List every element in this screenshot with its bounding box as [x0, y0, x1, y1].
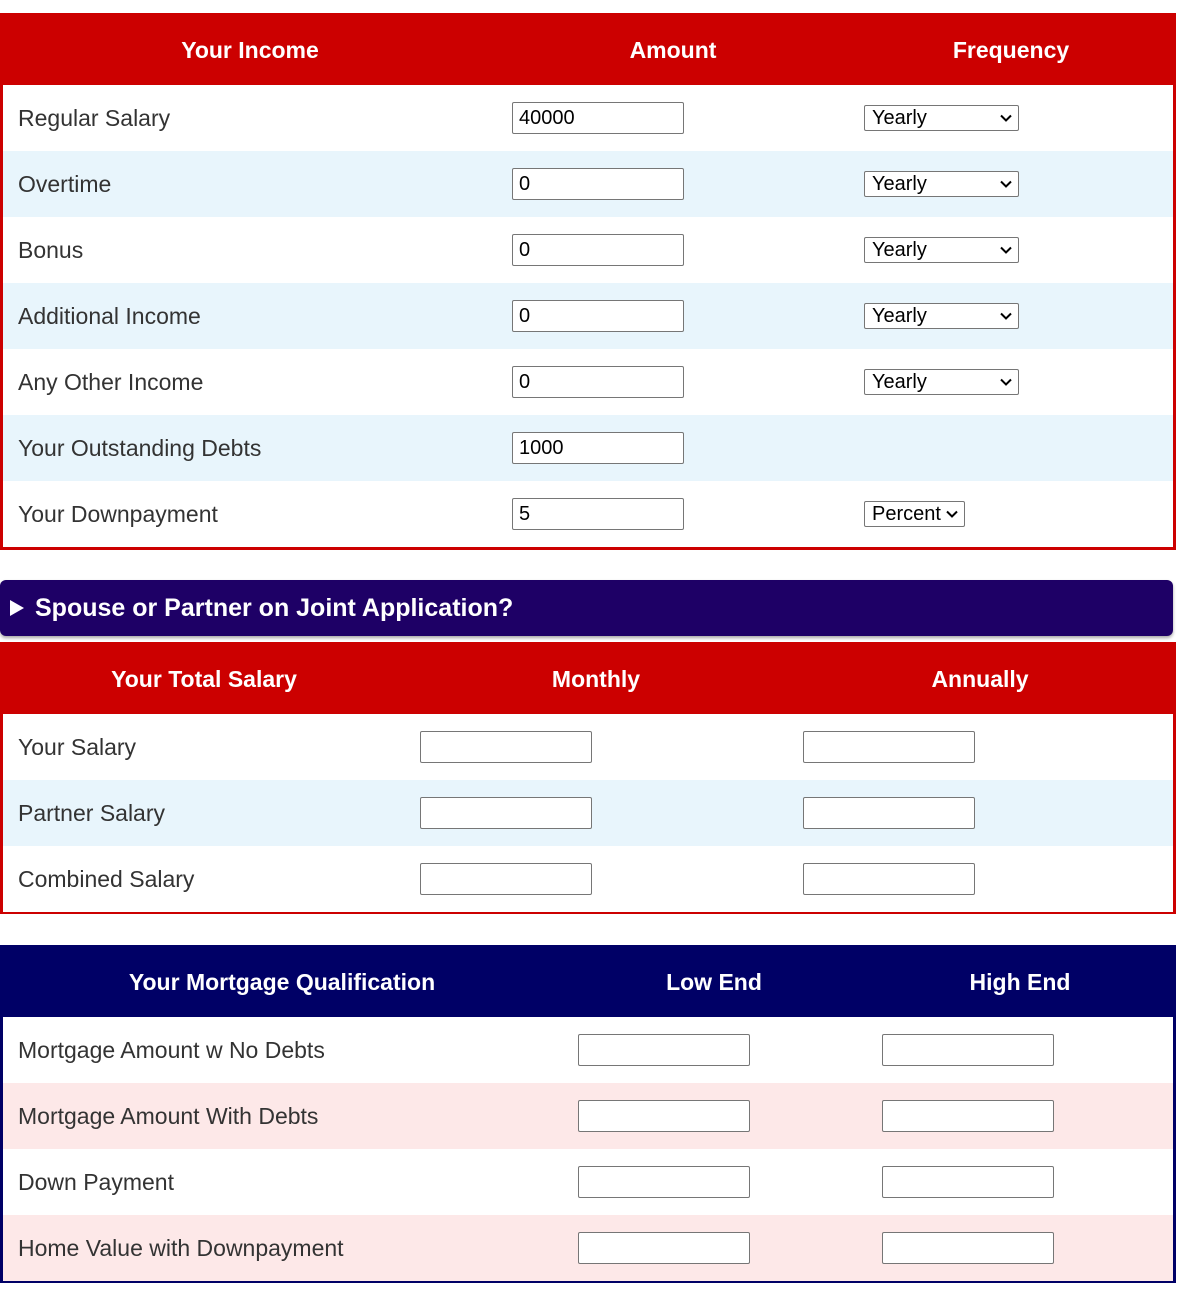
mortgage-no-debts-low-output[interactable] [578, 1034, 750, 1066]
chevron-down-icon [999, 375, 1013, 389]
downpayment-input[interactable] [512, 498, 684, 530]
income-row-bonus [3, 217, 1173, 283]
income-row-regular-salary [3, 85, 1173, 151]
downpayment-label: Your Downpayment [18, 501, 218, 527]
salary-row-combined-salary [3, 846, 1173, 912]
chevron-down-icon [945, 507, 959, 521]
amount-header: Amount [629, 37, 717, 63]
combined-salary-label: Combined Salary [18, 866, 195, 892]
combined-salary-monthly-output[interactable] [420, 863, 592, 895]
down-payment-high-output[interactable] [882, 1166, 1054, 1198]
outstanding-debts-label: Your Outstanding Debts [18, 435, 262, 461]
mortgage-no-debts-label: Mortgage Amount w No Debts [18, 1037, 325, 1063]
additional-income-frequency-select[interactable] [864, 303, 1019, 329]
home-value-label: Home Value with Downpayment [18, 1235, 344, 1261]
other-income-input[interactable] [512, 366, 684, 398]
your-salary-monthly-output[interactable] [420, 731, 592, 763]
overtime-frequency-select[interactable] [864, 171, 1019, 197]
salary-row-your-salary [3, 714, 1173, 780]
mortgage-row-no-debts [3, 1017, 1173, 1083]
income-row-additional-income [3, 283, 1173, 349]
salary-header-label: Your Total Salary [111, 666, 297, 692]
salary-table-header [3, 645, 1173, 714]
income-header-label: Your Income [181, 37, 319, 63]
your-salary-label: Your Salary [18, 734, 137, 760]
bonus-input[interactable] [512, 234, 684, 266]
income-row-downpayment [3, 481, 1173, 547]
mortgage-with-debts-high-output[interactable] [882, 1100, 1054, 1132]
partner-salary-label: Partner Salary [18, 800, 166, 826]
regular-salary-label: Regular Salary [18, 105, 171, 131]
low-end-header: Low End [666, 969, 762, 995]
chevron-down-icon [999, 111, 1013, 125]
mortgage-with-debts-low-output[interactable] [578, 1100, 750, 1132]
income-table [0, 13, 1176, 550]
income-row-outstanding-debts [3, 415, 1173, 481]
other-income-frequency-select[interactable] [864, 369, 1019, 395]
income-table-header [3, 16, 1173, 85]
mortgage-table [0, 945, 1176, 1283]
your-salary-annually-output[interactable] [803, 731, 975, 763]
additional-income-input[interactable] [512, 300, 684, 332]
salary-row-partner-salary [3, 780, 1173, 846]
overtime-frequency-value: Yearly [872, 173, 927, 195]
bonus-frequency-value: Yearly [872, 239, 927, 261]
mortgage-no-debts-high-output[interactable] [882, 1034, 1054, 1066]
home-value-low-output[interactable] [578, 1232, 750, 1264]
chevron-down-icon [999, 177, 1013, 191]
mortgage-row-with-debts [3, 1083, 1173, 1149]
additional-income-label: Additional Income [18, 303, 201, 329]
spouse-toggle[interactable] [0, 580, 1173, 636]
combined-salary-annually-output[interactable] [803, 863, 975, 895]
annually-header: Annually [931, 666, 1029, 692]
down-payment-low-output[interactable] [578, 1166, 750, 1198]
high-end-header: High End [969, 969, 1071, 995]
downpayment-unit-value: Percent [872, 503, 941, 525]
monthly-header: Monthly [551, 666, 641, 692]
partner-salary-annually-output[interactable] [803, 797, 975, 829]
income-row-overtime [3, 151, 1173, 217]
expand-triangle-icon [10, 600, 24, 616]
mortgage-with-debts-label: Mortgage Amount With Debts [18, 1103, 319, 1129]
chevron-down-icon [999, 243, 1013, 257]
other-income-label: Any Other Income [18, 369, 204, 395]
mortgage-row-down-payment [3, 1149, 1173, 1215]
mortgage-table-header [3, 948, 1173, 1017]
bonus-label: Bonus [18, 237, 84, 263]
overtime-input[interactable] [512, 168, 684, 200]
other-income-frequency-value: Yearly [872, 371, 927, 393]
chevron-down-icon [999, 309, 1013, 323]
home-value-high-output[interactable] [882, 1232, 1054, 1264]
regular-salary-frequency-value: Yearly [872, 107, 927, 129]
frequency-header: Frequency [952, 37, 1070, 63]
bonus-frequency-select[interactable] [864, 237, 1019, 263]
outstanding-debts-input[interactable] [512, 432, 684, 464]
regular-salary-frequency-select[interactable] [864, 105, 1019, 131]
mortgage-row-home-value [3, 1215, 1173, 1281]
regular-salary-input[interactable] [512, 102, 684, 134]
additional-income-frequency-value: Yearly [872, 305, 927, 327]
partner-salary-monthly-output[interactable] [420, 797, 592, 829]
downpayment-unit-select[interactable] [864, 501, 965, 527]
salary-table [0, 642, 1176, 914]
down-payment-label: Down Payment [18, 1169, 174, 1195]
spouse-toggle-label: Spouse or Partner on Joint Application? [35, 594, 514, 622]
income-row-other-income [3, 349, 1173, 415]
overtime-label: Overtime [18, 171, 112, 197]
mortgage-header-label: Your Mortgage Qualification [128, 969, 436, 995]
